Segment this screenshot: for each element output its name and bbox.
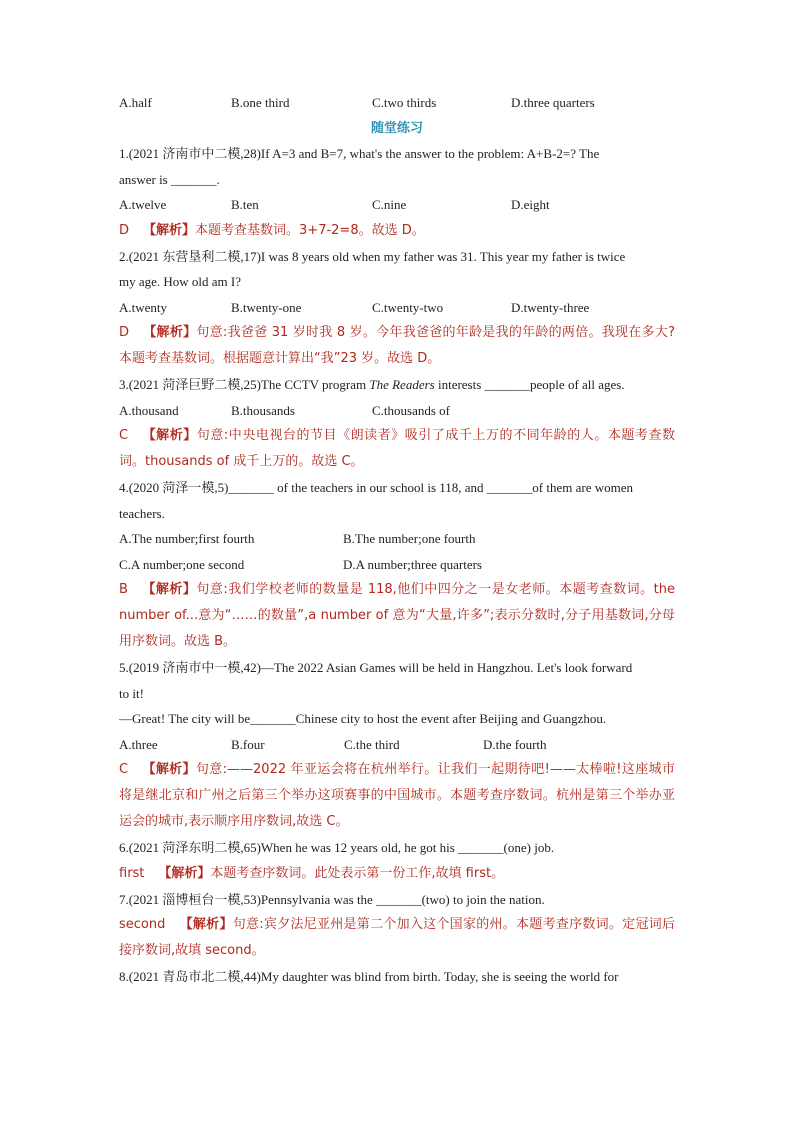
analysis-tag: 【解析】: [141, 582, 197, 597]
option-a: A.half: [119, 95, 152, 110]
answer-key: second: [119, 917, 166, 932]
option-d: D.three quarters: [511, 95, 595, 110]
option-c: C.two thirds: [372, 95, 437, 110]
explanation: 句意:中央电视台的节目《朗读者》吸引了成千上万的不同年龄的人。本题考查数词。thousands of 成千上万的。故选 C。: [119, 428, 675, 469]
analysis-tag: 【解析】: [158, 865, 211, 881]
option-c: C.nine: [372, 197, 407, 212]
q1-options: [119, 192, 675, 218]
worksheet-page: [119, 90, 675, 990]
analysis-tag: 【解析】: [142, 428, 197, 443]
option-a: A.twenty: [119, 299, 168, 315]
option-a: A.twelve: [119, 197, 167, 212]
analysis-tag: 【解析】: [143, 222, 196, 238]
option-b: B.twenty-one: [231, 299, 302, 315]
analysis-tag: 【解析】: [143, 325, 197, 340]
option-d: D.the fourth: [483, 736, 547, 752]
q3-stem-pre: 3.(2021 菏泽巨野二模,25)The CCTV program: [119, 377, 370, 392]
answer-key: C: [119, 428, 129, 443]
top-options: [119, 90, 675, 116]
option-a: A.thousand: [119, 402, 179, 418]
q5-answer: [119, 757, 675, 835]
q7-answer: [119, 912, 675, 964]
answer-key: D: [119, 222, 130, 238]
option-c: C.A number;one second: [119, 556, 245, 572]
q8-stem: 8.(2021 青岛市北二模,44)My daughter was blind from birth. Today, she is seeing the world for: [119, 969, 619, 984]
option-c: C.twenty-two: [372, 299, 444, 315]
q1-stem-line2: answer is _______.: [119, 171, 220, 187]
q6-stem: 6.(2021 菏泽东明二模,65)When he was 12 years old, he got his _______(one) job.: [119, 840, 555, 855]
q2-stem-line1: 2.(2021 东营垦利二模,17)I was 8 years old when my father was 31. This year my father is twice: [119, 248, 626, 264]
q3-answer: [119, 423, 675, 475]
q2-answer: [119, 320, 675, 372]
q1-answer: [119, 218, 675, 244]
analysis-tag: 【解析】: [179, 917, 233, 932]
q4-stem-line1: 4.(2020 菏泽一模,5)_______ of the teachers in our school is 118, and _______of them are women: [119, 480, 634, 495]
answer-key: C: [119, 762, 129, 777]
q4-options-row2: [119, 552, 675, 578]
q3-stem: [119, 372, 675, 398]
option-c: C.thousands of: [372, 402, 450, 418]
explanation: 句意:我们学校老师的数量是 118,他们中四分之一是女老师。本题考查数词。the number of...意为“……的数量”,a number of 意为“大量,许多”;表示分数时,分子用基数词,分母用序数词。故选 B。: [119, 582, 675, 649]
option-d: D.eight: [511, 197, 550, 212]
explanation: 句意:我爸爸 31 岁时我 8 岁。今年我爸爸的年龄是我的年龄的两倍。我现在多大?本题考查基数词。根据题意计算出“我”23 岁。故选 D。: [119, 325, 675, 366]
q7-stem: 7.(2021 淄博桓台一模,53)Pennsylvania was the _______(two) to join the nation.: [119, 891, 545, 907]
explanation: 本题考查序数词。此处表示第一份工作,故填 first。: [210, 865, 505, 881]
explanation: 句意:宾夕法尼亚州是第二个加入这个国家的州。本题考查序数词。定冠词后接序数词,故填 second。: [119, 917, 675, 958]
analysis-tag: 【解析】: [142, 762, 196, 777]
q5-stem-line3: —Great! The city will be_______Chinese city to host the event after Beijing and Guangzhou.: [119, 711, 607, 726]
q5-stem-line1: 5.(2019 济南市中一模,42)—The 2022 Asian Games will be held in Hangzhou. Let's look forward: [119, 660, 633, 675]
q3-options: [119, 398, 675, 424]
option-d: D.twenty-three: [511, 299, 590, 315]
option-a: A.three: [119, 736, 158, 752]
answer-key: D: [119, 325, 130, 340]
option-b: B.ten: [231, 197, 259, 212]
answer-key: first: [119, 865, 145, 881]
option-a: A.The number;first fourth: [119, 531, 255, 546]
q4-options-row1: [119, 526, 675, 552]
option-b: B.one third: [231, 95, 290, 110]
option-c: C.the third: [344, 736, 400, 752]
q3-stem-post: interests _______people of all ages.: [434, 377, 625, 392]
q6-answer: [119, 861, 675, 887]
option-b: B.The number;one fourth: [343, 531, 476, 546]
explanation: 本题考查基数词。3+7-2=8。故选 D。: [195, 222, 425, 238]
q2-stem-line2: my age. How old am I?: [119, 274, 242, 289]
q1-stem-line1: 1.(2021 济南市中二模,28)If A=3 and B=7, what's the answer to the problem: A+B-2=? The: [119, 146, 600, 161]
answer-key: B: [119, 582, 128, 597]
explanation: 句意:——2022 年亚运会将在杭州举行。让我们一起期待吧!——太棒啦!这座城市将是继北京和广州之后第三个举办这项赛事的中国城市。本题考查序数词。杭州是第三个举办亚运会的城市,表示顺序用序数词,故选 C。: [119, 762, 675, 829]
option-d: D.A number;three quarters: [343, 556, 482, 572]
q5-stem-line2: to it!: [119, 685, 144, 701]
q5-options: [119, 732, 675, 758]
section-title: 随堂练习: [370, 120, 423, 136]
option-b: B.four: [231, 736, 265, 752]
q4-answer: [119, 577, 675, 655]
q4-stem-line2: teachers.: [119, 505, 165, 521]
program-title: The Readers: [369, 377, 435, 392]
q2-options: [119, 295, 675, 321]
option-b: B.thousands: [231, 402, 295, 418]
